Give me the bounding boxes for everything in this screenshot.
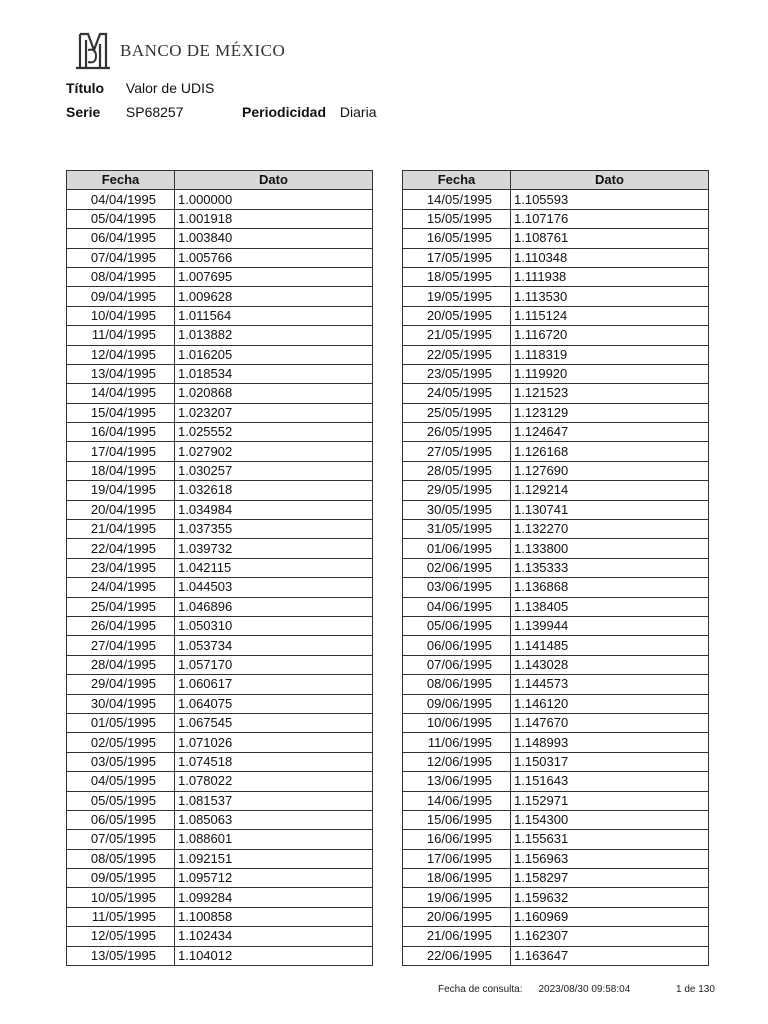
serie-label: Serie — [66, 104, 101, 120]
dato-cell: 1.064075 — [175, 694, 373, 713]
dato-cell: 1.044503 — [175, 578, 373, 597]
fecha-cell: 22/06/1995 — [403, 946, 511, 965]
fecha-cell: 18/06/1995 — [403, 869, 511, 888]
banxico-emblem-icon — [72, 30, 112, 72]
fecha-cell: 19/04/1995 — [67, 481, 175, 500]
table-row — [403, 578, 709, 597]
fecha-cell: 28/04/1995 — [67, 655, 175, 674]
dato-cell: 1.053734 — [175, 636, 373, 655]
dato-cell: 1.016205 — [175, 345, 373, 364]
table-row — [67, 733, 373, 752]
dato-cell: 1.147670 — [511, 713, 709, 732]
fecha-cell: 28/05/1995 — [403, 461, 511, 480]
fecha-cell: 11/06/1995 — [403, 733, 511, 752]
fecha-cell: 08/04/1995 — [67, 267, 175, 286]
table-row — [67, 326, 373, 345]
fecha-cell: 27/05/1995 — [403, 442, 511, 461]
dato-cell: 1.113530 — [511, 287, 709, 306]
dato-cell: 1.107176 — [511, 209, 709, 228]
fecha-cell: 11/04/1995 — [67, 326, 175, 345]
fecha-header: Fecha — [67, 171, 175, 190]
dato-cell: 1.148993 — [511, 733, 709, 752]
dato-cell: 1.144573 — [511, 675, 709, 694]
dato-cell: 1.039732 — [175, 539, 373, 558]
fecha-cell: 17/05/1995 — [403, 248, 511, 267]
fecha-cell: 10/06/1995 — [403, 713, 511, 732]
dato-cell: 1.102434 — [175, 927, 373, 946]
table-row — [403, 248, 709, 267]
fecha-cell: 12/06/1995 — [403, 752, 511, 771]
table-row — [67, 655, 373, 674]
fecha-cell: 06/05/1995 — [67, 810, 175, 829]
table-row — [403, 558, 709, 577]
fecha-cell: 01/06/1995 — [403, 539, 511, 558]
banxico-logo — [72, 30, 285, 72]
table-row — [403, 209, 709, 228]
table-row — [67, 539, 373, 558]
table-row — [67, 752, 373, 771]
fecha-cell: 31/05/1995 — [403, 520, 511, 539]
dato-cell: 1.074518 — [175, 752, 373, 771]
serie-value: SP68257 — [125, 104, 184, 120]
table-row — [67, 713, 373, 732]
table-row — [403, 306, 709, 325]
fecha-cell: 10/04/1995 — [67, 306, 175, 325]
table-row — [67, 384, 373, 403]
table-row — [403, 733, 709, 752]
table-row — [403, 675, 709, 694]
dato-cell: 1.156963 — [511, 849, 709, 868]
table-row — [403, 655, 709, 674]
table-row — [403, 946, 709, 965]
dato-cell: 1.020868 — [175, 384, 373, 403]
dato-cell: 1.162307 — [511, 927, 709, 946]
consulta-label: Fecha de consulta: — [438, 984, 523, 995]
dato-cell: 1.092151 — [175, 849, 373, 868]
fecha-cell: 04/05/1995 — [67, 772, 175, 791]
dato-cell: 1.060617 — [175, 675, 373, 694]
table-row — [403, 442, 709, 461]
periodicidad-row — [242, 104, 377, 120]
dato-cell: 1.018534 — [175, 364, 373, 383]
dato-cell: 1.146120 — [511, 694, 709, 713]
fecha-cell: 07/06/1995 — [403, 655, 511, 674]
table-row — [67, 578, 373, 597]
dato-cell: 1.138405 — [511, 597, 709, 616]
periodicidad-label: Periodicidad — [242, 104, 327, 120]
table-row — [403, 810, 709, 829]
fecha-cell: 08/06/1995 — [403, 675, 511, 694]
dato-cell: 1.158297 — [511, 869, 709, 888]
fecha-cell: 03/06/1995 — [403, 578, 511, 597]
fecha-cell: 06/06/1995 — [403, 636, 511, 655]
logo-text: BANCO DE MÉXICO — [120, 41, 286, 60]
dato-cell: 1.011564 — [175, 306, 373, 325]
table-row — [67, 442, 373, 461]
table-row — [403, 190, 709, 209]
dato-cell: 1.132270 — [511, 520, 709, 539]
table-row — [67, 558, 373, 577]
table-row — [67, 500, 373, 519]
fecha-cell: 01/05/1995 — [67, 713, 175, 732]
table-row — [67, 481, 373, 500]
fecha-cell: 18/04/1995 — [67, 461, 175, 480]
fecha-cell: 13/06/1995 — [403, 772, 511, 791]
table-row — [403, 636, 709, 655]
table-row — [67, 597, 373, 616]
dato-cell: 1.151643 — [511, 772, 709, 791]
fecha-cell: 20/06/1995 — [403, 907, 511, 926]
dato-cell: 1.042115 — [175, 558, 373, 577]
dato-cell: 1.013882 — [175, 326, 373, 345]
fecha-cell: 14/04/1995 — [67, 384, 175, 403]
fecha-cell: 16/06/1995 — [403, 830, 511, 849]
dato-cell: 1.088601 — [175, 830, 373, 849]
fecha-cell: 07/05/1995 — [67, 830, 175, 849]
dato-cell: 1.163647 — [511, 946, 709, 965]
table-row — [67, 287, 373, 306]
titulo-value: Valor de UDIS — [125, 80, 215, 96]
dato-cell: 1.139944 — [511, 616, 709, 635]
dato-cell: 1.105593 — [511, 190, 709, 209]
dato-cell: 1.119920 — [511, 364, 709, 383]
fecha-cell: 21/06/1995 — [403, 927, 511, 946]
dato-cell: 1.143028 — [511, 655, 709, 674]
serie-row — [66, 104, 184, 120]
table-row — [67, 267, 373, 286]
dato-cell: 1.027902 — [175, 442, 373, 461]
table-row — [67, 209, 373, 228]
dato-cell: 1.037355 — [175, 520, 373, 539]
fecha-cell: 09/06/1995 — [403, 694, 511, 713]
fecha-cell: 08/05/1995 — [67, 849, 175, 868]
fecha-cell: 14/06/1995 — [403, 791, 511, 810]
table-header-row — [67, 171, 373, 190]
fecha-cell: 30/04/1995 — [67, 694, 175, 713]
table-row — [403, 461, 709, 480]
table-row — [67, 772, 373, 791]
dato-cell: 1.124647 — [511, 423, 709, 442]
table-row — [403, 520, 709, 539]
table-row — [67, 364, 373, 383]
fecha-cell: 13/05/1995 — [67, 946, 175, 965]
fecha-cell: 21/05/1995 — [403, 326, 511, 345]
fecha-cell: 25/05/1995 — [403, 403, 511, 422]
fecha-cell: 10/05/1995 — [67, 888, 175, 907]
table-row — [403, 481, 709, 500]
dato-cell: 1.127690 — [511, 461, 709, 480]
table-row — [67, 791, 373, 810]
dato-cell: 1.078022 — [175, 772, 373, 791]
table-row — [403, 287, 709, 306]
fecha-cell: 16/04/1995 — [67, 423, 175, 442]
fecha-cell: 29/05/1995 — [403, 481, 511, 500]
table-row — [67, 345, 373, 364]
fecha-cell: 27/04/1995 — [67, 636, 175, 655]
table-row — [403, 849, 709, 868]
dato-cell: 1.100858 — [175, 907, 373, 926]
fecha-cell: 07/04/1995 — [67, 248, 175, 267]
dato-header: Dato — [175, 171, 373, 190]
table-row — [403, 326, 709, 345]
fecha-cell: 09/04/1995 — [67, 287, 175, 306]
dato-cell: 1.141485 — [511, 636, 709, 655]
table-row — [67, 520, 373, 539]
table-row — [403, 597, 709, 616]
dato-header: Dato — [511, 171, 709, 190]
fecha-cell: 11/05/1995 — [67, 907, 175, 926]
fecha-cell: 09/05/1995 — [67, 869, 175, 888]
table-row — [67, 461, 373, 480]
fecha-cell: 02/06/1995 — [403, 558, 511, 577]
page-number: 1 de 130 — [676, 984, 715, 995]
dato-cell: 1.159632 — [511, 888, 709, 907]
fecha-cell: 19/05/1995 — [403, 287, 511, 306]
fecha-cell: 15/05/1995 — [403, 209, 511, 228]
dato-cell: 1.005766 — [175, 248, 373, 267]
fecha-cell: 12/05/1995 — [67, 927, 175, 946]
fecha-cell: 23/05/1995 — [403, 364, 511, 383]
dato-cell: 1.067545 — [175, 713, 373, 732]
fecha-cell: 05/05/1995 — [67, 791, 175, 810]
table-row — [403, 830, 709, 849]
dato-cell: 1.085063 — [175, 810, 373, 829]
dato-cell: 1.003840 — [175, 229, 373, 248]
table-row — [403, 384, 709, 403]
fecha-cell: 29/04/1995 — [67, 675, 175, 694]
table-row — [403, 791, 709, 810]
table-row — [67, 907, 373, 926]
table-row — [67, 306, 373, 325]
table-row — [67, 636, 373, 655]
fecha-cell: 24/05/1995 — [403, 384, 511, 403]
dato-cell: 1.135333 — [511, 558, 709, 577]
table-row — [67, 616, 373, 635]
fecha-cell: 04/06/1995 — [403, 597, 511, 616]
dato-cell: 1.150317 — [511, 752, 709, 771]
fecha-cell: 17/06/1995 — [403, 849, 511, 868]
table-row — [67, 869, 373, 888]
fecha-cell: 15/04/1995 — [67, 403, 175, 422]
table-row — [403, 772, 709, 791]
periodicidad-value: Diaria — [339, 104, 377, 120]
dato-cell: 1.152971 — [511, 791, 709, 810]
table-row — [403, 694, 709, 713]
fecha-cell: 18/05/1995 — [403, 267, 511, 286]
dato-cell: 1.129214 — [511, 481, 709, 500]
fecha-cell: 14/05/1995 — [403, 190, 511, 209]
dato-cell: 1.108761 — [511, 229, 709, 248]
fecha-cell: 23/04/1995 — [67, 558, 175, 577]
table-row — [403, 752, 709, 771]
dato-cell: 1.104012 — [175, 946, 373, 965]
table-row — [67, 849, 373, 868]
table-row — [67, 888, 373, 907]
dato-cell: 1.032618 — [175, 481, 373, 500]
fecha-cell: 21/04/1995 — [67, 520, 175, 539]
fecha-cell: 06/04/1995 — [67, 229, 175, 248]
table-row — [403, 888, 709, 907]
fecha-cell: 13/04/1995 — [67, 364, 175, 383]
fecha-cell: 22/04/1995 — [67, 539, 175, 558]
dato-cell: 1.009628 — [175, 287, 373, 306]
table-row — [403, 869, 709, 888]
dato-cell: 1.071026 — [175, 733, 373, 752]
dato-cell: 1.111938 — [511, 267, 709, 286]
fecha-cell: 26/04/1995 — [67, 616, 175, 635]
dato-cell: 1.057170 — [175, 655, 373, 674]
fecha-cell: 24/04/1995 — [67, 578, 175, 597]
table-row — [67, 403, 373, 422]
fecha-cell: 02/05/1995 — [67, 733, 175, 752]
titulo-row — [66, 80, 214, 96]
dato-cell: 1.136868 — [511, 578, 709, 597]
fecha-cell: 19/06/1995 — [403, 888, 511, 907]
fecha-cell: 17/04/1995 — [67, 442, 175, 461]
dato-cell: 1.001918 — [175, 209, 373, 228]
fecha-cell: 04/04/1995 — [67, 190, 175, 209]
dato-cell: 1.126168 — [511, 442, 709, 461]
fecha-cell: 20/05/1995 — [403, 306, 511, 325]
dato-cell: 1.115124 — [511, 306, 709, 325]
table-row — [67, 830, 373, 849]
dato-cell: 1.023207 — [175, 403, 373, 422]
consulta-value: 2023/08/30 09:58:04 — [538, 984, 631, 995]
table-header-row — [403, 171, 709, 190]
dato-cell: 1.007695 — [175, 267, 373, 286]
table-row — [67, 675, 373, 694]
dato-cell: 1.000000 — [175, 190, 373, 209]
table-row — [403, 403, 709, 422]
fecha-cell: 05/06/1995 — [403, 616, 511, 635]
table-row — [403, 539, 709, 558]
dato-cell: 1.095712 — [175, 869, 373, 888]
dato-cell: 1.130741 — [511, 500, 709, 519]
table-row — [403, 616, 709, 635]
dato-cell: 1.133800 — [511, 539, 709, 558]
dato-cell: 1.099284 — [175, 888, 373, 907]
fecha-cell: 25/04/1995 — [67, 597, 175, 616]
table-row — [67, 927, 373, 946]
fecha-cell: 05/04/1995 — [67, 209, 175, 228]
table-row — [67, 423, 373, 442]
table-row — [403, 345, 709, 364]
table-row — [403, 267, 709, 286]
dato-cell: 1.110348 — [511, 248, 709, 267]
fecha-consulta — [438, 984, 630, 995]
fecha-cell: 22/05/1995 — [403, 345, 511, 364]
dato-cell: 1.030257 — [175, 461, 373, 480]
data-table-right — [402, 170, 709, 966]
dato-cell: 1.025552 — [175, 423, 373, 442]
fecha-cell: 26/05/1995 — [403, 423, 511, 442]
table-row — [403, 927, 709, 946]
dato-cell: 1.046896 — [175, 597, 373, 616]
dato-cell: 1.116720 — [511, 326, 709, 345]
table-row — [67, 694, 373, 713]
table-row — [403, 423, 709, 442]
table-row — [67, 248, 373, 267]
fecha-cell: 30/05/1995 — [403, 500, 511, 519]
dato-cell: 1.154300 — [511, 810, 709, 829]
table-row — [403, 364, 709, 383]
dato-cell: 1.123129 — [511, 403, 709, 422]
dato-cell: 1.081537 — [175, 791, 373, 810]
dato-cell: 1.155631 — [511, 830, 709, 849]
table-row — [67, 190, 373, 209]
table-row — [403, 500, 709, 519]
fecha-cell: 20/04/1995 — [67, 500, 175, 519]
dato-cell: 1.160969 — [511, 907, 709, 926]
fecha-header: Fecha — [403, 171, 511, 190]
table-row — [67, 946, 373, 965]
table-row — [403, 713, 709, 732]
table-row — [403, 229, 709, 248]
fecha-cell: 16/05/1995 — [403, 229, 511, 248]
dato-cell: 1.121523 — [511, 384, 709, 403]
dato-cell: 1.050310 — [175, 616, 373, 635]
fecha-cell: 15/06/1995 — [403, 810, 511, 829]
data-table-left — [66, 170, 373, 966]
table-row — [403, 907, 709, 926]
table-row — [67, 229, 373, 248]
titulo-label: Título — [66, 80, 105, 96]
fecha-cell: 03/05/1995 — [67, 752, 175, 771]
dato-cell: 1.034984 — [175, 500, 373, 519]
fecha-cell: 12/04/1995 — [67, 345, 175, 364]
table-row — [67, 810, 373, 829]
dato-cell: 1.118319 — [511, 345, 709, 364]
